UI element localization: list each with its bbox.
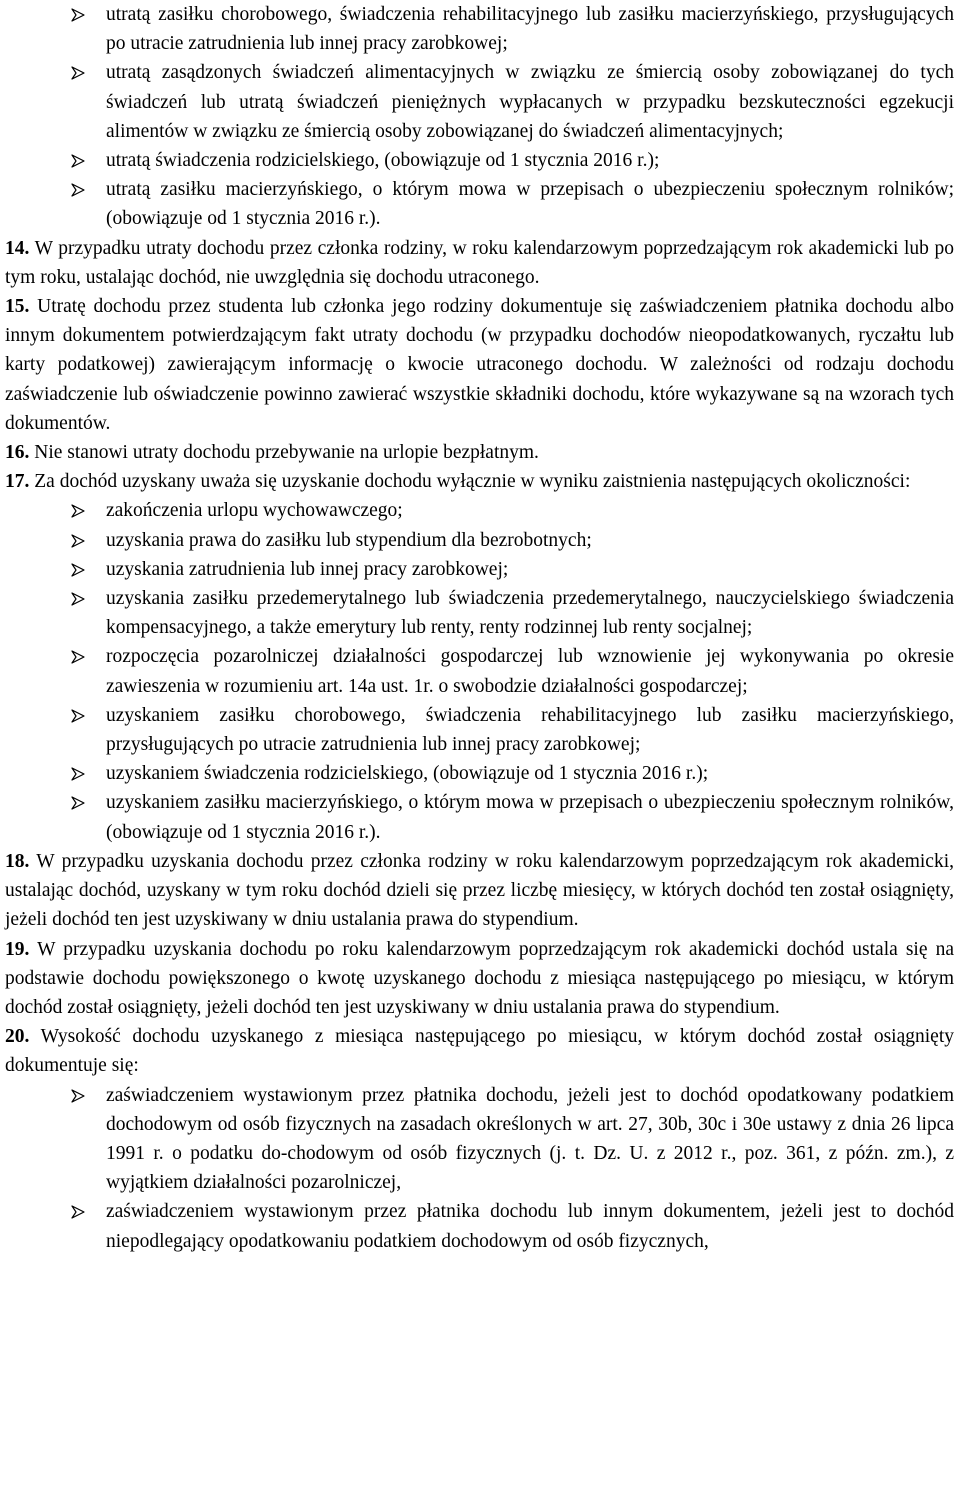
paragraph-text: Nie stanowi utraty dochodu przebywanie na urlopie bezpłatnym.	[34, 442, 539, 464]
arrow-bullet-icon	[5, 496, 106, 525]
list-item-text: uzyskaniem zasiłku chorobowego, świadczenia rehabilitacyjnego lub zasiłku macierzyńskiego, przysługujących po utracie zatrudnienia lub innej pracy zarobkowej;	[106, 704, 954, 756]
arrow-bullet-icon	[5, 0, 106, 58]
paragraph-text: Za dochód uzyskany uważa się uzyskanie dochodu wyłącznie w wyniku zaistnienia następujących okoliczności:	[34, 471, 911, 493]
list-item-text: utratą zasiłku macierzyńskiego, o którym mowa w przepisach o ubezpieczeniu społecznym rolników; (obowiązuje od 1 stycznia 2016 r.).	[106, 179, 954, 230]
paragraph-number: 20.	[5, 1026, 30, 1048]
paragraph-18	[5, 847, 954, 935]
list-item	[5, 1081, 954, 1198]
list-item	[5, 496, 954, 525]
list-item-text: rozpoczęcia pozarolniczej działalności gospodarczej lub wznowienie jej wykonywania po okresie zawieszenia w rozumieniu art. 14a ust. 1r. o swobodzie działalności gospodarczej;	[106, 646, 954, 697]
arrow-bullet-icon	[5, 526, 106, 555]
paragraph-number: 18.	[5, 850, 30, 872]
list-item	[5, 584, 954, 642]
list-item-text: uzyskaniem świadczenia rodzicielskiego, (obowiązuje od 1 stycznia 2016 r.);	[106, 763, 709, 785]
arrow-bullet-icon	[5, 175, 106, 233]
paragraph-19	[5, 935, 954, 1023]
list-item-text: utratą zasiłku chorobowego, świadczenia rehabilitacyjnego lub zasiłku macierzyńskiego, przysługujących po utracie zatrudnienia lub innej pracy zarobkowej;	[106, 4, 954, 55]
arrow-bullet-icon	[5, 58, 106, 146]
arrow-bullet-icon	[5, 555, 106, 584]
list-item	[5, 58, 954, 146]
list-item	[5, 759, 954, 788]
paragraph-14	[5, 234, 954, 292]
paragraph-17	[5, 467, 954, 496]
paragraph-number: 14.	[5, 237, 30, 259]
arrow-bullet-icon	[5, 701, 106, 759]
list-item	[5, 555, 954, 584]
arrow-bullet-icon	[5, 146, 106, 175]
list-item	[5, 788, 954, 846]
list-item-text: zaświadczeniem wystawionym przez płatnika dochodu, jeżeli jest to dochód opodatkowany podatkiem dochodowym od osób fizycznych na zasadach określonych w art. 27, 30b, 30c i 30e ustawy z dnia 26 lipca 1991 r. o podatku do-chodowym od osób fizycznych (j. t. Dz. U. z 2012 r., poz. 361, z późn. zm.), z wyjątkiem działalności pozarolniczej,	[106, 1084, 954, 1194]
list-item-text: uzyskania zatrudnienia lub innej pracy zarobkowej;	[106, 558, 509, 580]
list-item-text: utratą świadczenia rodzicielskiego, (obowiązuje od 1 stycznia 2016 r.);	[106, 150, 660, 172]
paragraph-text: Wysokość dochodu uzyskanego z miesiąca następującego po miesiącu, w którym dochód został osiągnięty dokumentuje się:	[5, 1026, 954, 1077]
list-item-text: uzyskaniem zasiłku macierzyńskiego, o którym mowa w przepisach o ubezpieczeniu społecznym rolników, (obowiązuje od 1 stycznia 2016 r.).	[106, 792, 954, 843]
arrow-bullet-icon	[5, 788, 106, 846]
arrow-bullet-icon	[5, 642, 106, 700]
paragraph-text: W przypadku utraty dochodu przez członka rodziny, w roku kalendarzowym poprzedzającym rok akademicki lub po tym roku, ustalając dochód, nie uwzględnia się dochodu utraconego.	[5, 237, 954, 288]
list-item-text: zakończenia urlopu wychowawczego;	[106, 500, 403, 522]
list-item	[5, 175, 954, 233]
list-item	[5, 642, 954, 700]
list-item-text: uzyskania prawa do zasiłku lub stypendium dla bezrobotnych;	[106, 529, 592, 551]
paragraph-text: W przypadku uzyskania dochodu przez członka rodziny w roku kalendarzowym poprzedzającym rok akademicki, ustalając dochód, uzyskany w tym roku dochód dzieli się przez liczbę miesięcy, w których dochód ten został osiągnięty, jeżeli dochód ten jest uzyskiwany w dniu ustalania prawa do stypendium.	[5, 850, 955, 931]
list-item-text: zaświadczeniem wystawionym przez płatnika dochodu lub innym dokumentem, jeżeli jest to dochód niepodlegający opodatkowaniu podatkiem dochodowym od osób fizycznych,	[106, 1201, 954, 1252]
list-item	[5, 146, 954, 175]
paragraph-number: 17.	[5, 471, 30, 493]
list-item	[5, 0, 954, 58]
paragraph-20	[5, 1022, 954, 1080]
list-item	[5, 526, 954, 555]
list-item-text: utratą zasądzonych świadczeń alimentacyjnych w związku ze śmiercią osoby zobowiązanej do tych świadczeń lub utratą świadczeń pieniężnych wypłacanych w przypadku bezskuteczności egzekucji alimentów w związku ze śmiercią osoby zobowiązanej do świadczeń alimentacyjnych;	[106, 62, 954, 142]
arrow-bullet-icon	[5, 1197, 106, 1255]
arrow-bullet-icon	[5, 759, 106, 788]
paragraph-15	[5, 292, 954, 438]
list-item	[5, 701, 954, 759]
paragraph-text: W przypadku uzyskania dochodu po roku kalendarzowym poprzedzającym rok akademicki dochód ustala się na podstawie dochodu powiększonego o kwotę uzyskanego dochodu z miesiąca następującego po miesiącu, w którym dochód został osiągnięty, jeżeli dochód ten jest uzyskiwany w dniu ustalania prawa do stypendium.	[5, 938, 954, 1018]
arrow-bullet-icon	[5, 1081, 106, 1198]
paragraph-number: 15.	[5, 296, 30, 318]
paragraph-16	[5, 438, 954, 467]
paragraph-number: 16.	[5, 442, 30, 464]
list-item	[5, 1197, 954, 1255]
paragraph-text: Utratę dochodu przez studenta lub członka jego rodziny dokumentuje się zaświadczeniem płatnika dochodu albo innym dokumentem potwierdzającym fakt utraty dochodu (w przypadku dochodów nieopodatkowanych, ryczałtu lub karty podatkowej) zawierającym informację o kwocie utraconego dochodu. W zależności od rodzaju dochodu zaświadczenie lub oświadczenie powinno zawierać wszystkie składniki dochodu, które wykazywane są na wzorach tych dokumentów.	[5, 296, 955, 434]
paragraph-number: 19.	[5, 938, 30, 960]
arrow-bullet-icon	[5, 584, 106, 642]
list-item-text: uzyskania zasiłku przedemerytalnego lub świadczenia przedemerytalnego, nauczycielskiego świadczenia kompensacyjnego, a także emerytury lub renty, renty rodzinnej lub renty socjalnej;	[106, 588, 954, 639]
